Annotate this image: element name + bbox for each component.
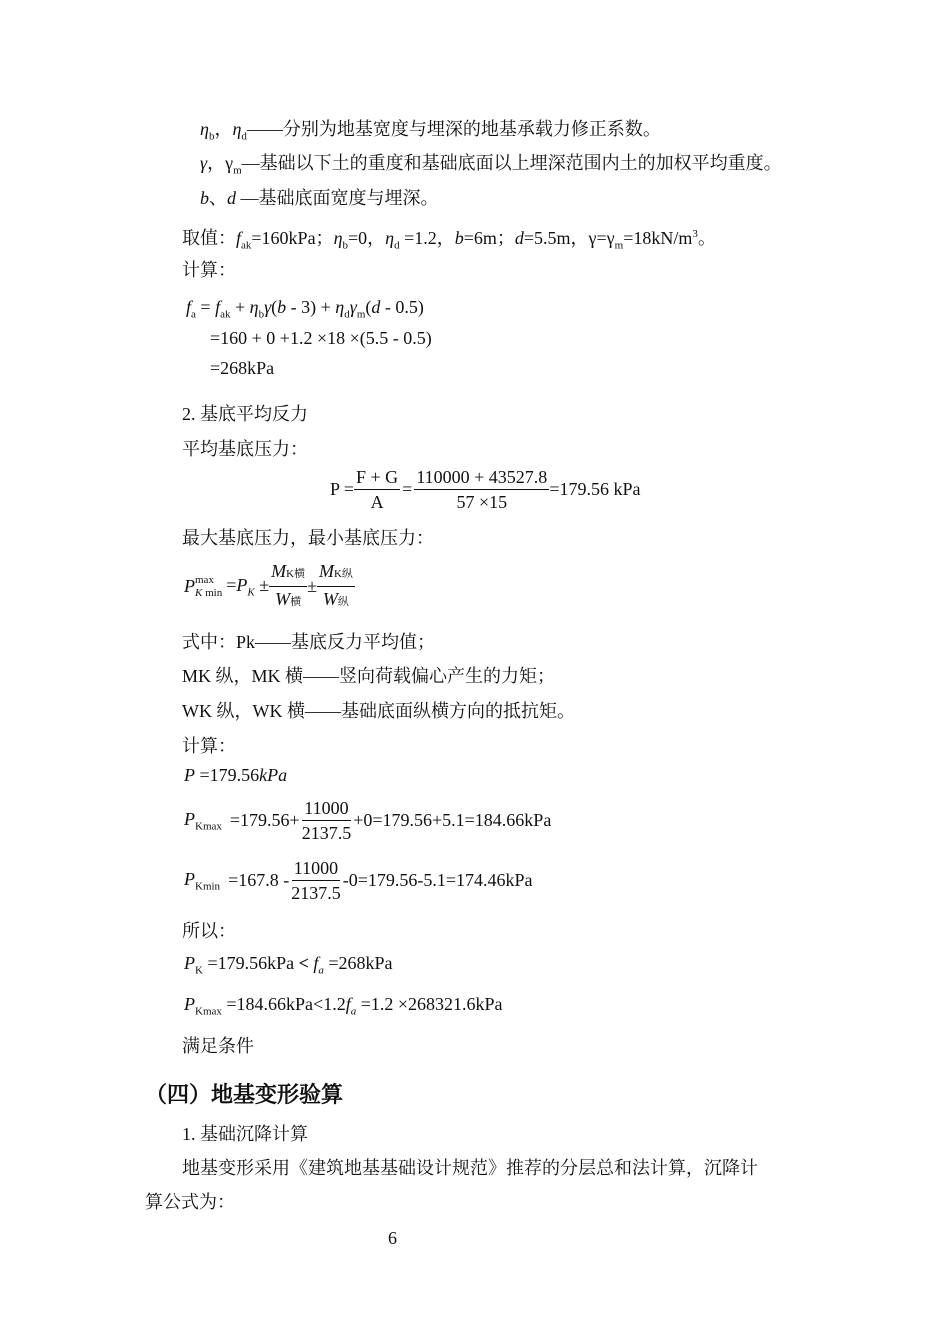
frac-fg-a: $\frac{F + G}{A}$ <box>356 467 399 512</box>
eq-p-result: =179.56 kPa <box>549 479 641 499</box>
check-1: $P_K =179.56kPa < f_a =268kPa$ <box>184 953 393 977</box>
condition-satisfied: 满足条件 <box>182 1036 254 1056</box>
eq-fa-line1: $f_a = f_{ak} + \eta_b\gamma(b - 3) + \eta_d\gamma_m(d - 0.5)$ <box>186 297 424 321</box>
def-eta: $\eta_b$，$\eta_d——$分别为地基宽度与埋深的地基承载力修正系数。 <box>200 119 661 143</box>
where-wk: WK 纵，WK 横——基础底面纵横方向的抵抗矩。 <box>182 701 575 721</box>
eq-fa-line3: =268kPa <box>210 358 275 378</box>
section4-para-line1: 地基变形采用《建筑地基基础设计规范》推荐的分层总和法计算，沉降计 <box>182 1158 758 1178</box>
def-gamma: γ，$\gamma_m—$基础以下土的重度和基础底面以上埋深范围内土的加权平均重度。 <box>200 153 782 177</box>
pmax-calc: $P_{Kmax}$ =179.56+ $\frac{11000}{2137.5}$ +0=179.56+5.1=184.66kPa <box>184 798 552 843</box>
eq-p-lhs: P = <box>330 479 354 499</box>
p-value-line: P =179.56kPa <box>184 765 288 785</box>
where-mk: MK 纵，MK 横——竖向荷载偏心产生的力矩； <box>182 666 556 686</box>
calc-label-1: 计算： <box>182 260 236 280</box>
section4-heading: （四）地基变形验算 <box>145 1083 344 1108</box>
avg-pressure-label: 平均基底压力： <box>182 439 308 459</box>
section2-title: 2. 基底平均反力 <box>182 404 308 424</box>
page-number: 6 <box>388 1228 397 1248</box>
where-pk: 式中：Pk——基底反力平均值； <box>182 632 436 652</box>
eq-fa-line2: =160 + 0 +1.2 ×18 ×(5.5 - 0.5) <box>210 328 432 348</box>
pmin-calc: $P_{Kmin}$ =167.8 - $\frac{11000}{2137.5}$ -0=179.56-5.1=174.46kPa <box>184 858 533 903</box>
maxmin-label: 最大基底压力，最小基底压力： <box>182 528 434 548</box>
values-line: 取值：$f_{ak}=160kPa$；$\eta_b=0$，$\eta_d =1.2$，b=6m；d=5.5m，$\gamma=\gamma_m=18kN/m^3$。 <box>182 228 716 252</box>
def-bd: b、d —基础底面宽度与埋深。 <box>200 188 439 208</box>
eq-avg-pressure: P = $\frac{F + G}{A}$ = $\frac{110000 + 43527.8}{57 \times 15}$ =179.56 kPa <box>330 467 641 512</box>
calc-label-2: 计算： <box>182 736 236 756</box>
eq-pmaxmin-formula: P max K min $=P_K$ ± $\frac{\text{MK横}}{\text{W横}}$ ± $\frac{\text{MK纵}}{\text{W纵}}$ <box>184 561 353 609</box>
frac-values: $\frac{110000 + 43527.8}{57 \times 15}$ <box>416 467 548 512</box>
section4-sub1: 1. 基础沉降计算 <box>182 1124 308 1144</box>
section4-para-line2: 算公式为： <box>145 1192 235 1212</box>
so-label: 所以： <box>182 921 236 941</box>
check-2: $P_{Kmax} =184.66kPa<1.2f_a =1.2 \times 268321.6kPa$ <box>184 994 503 1018</box>
